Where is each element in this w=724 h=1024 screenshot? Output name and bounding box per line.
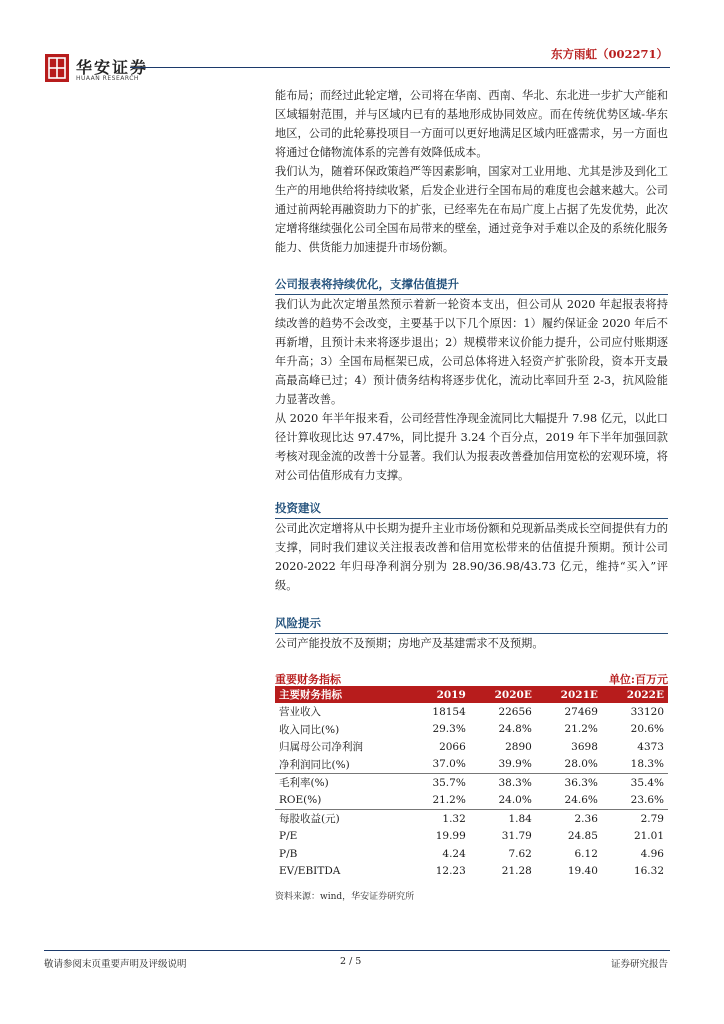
row-label: 收入同比(%) (279, 723, 340, 736)
row-value: 12.23 (435, 865, 466, 878)
table-row (275, 774, 668, 792)
row-value: 23.6% (630, 794, 664, 807)
row-value: 2066 (439, 740, 466, 753)
intro-text (275, 86, 668, 257)
row-value: 21.28 (501, 865, 532, 878)
financial-table (275, 686, 668, 880)
table-source-note: 资料来源：wind，华安证券研究所 (275, 892, 415, 902)
row-label: 归属母公司净利润 (279, 741, 363, 754)
intro-paragraph-2: 我们认为，随着环保政策趋严等因素影响，国家对工业用地、尤其是涉及到化工生产的用地供给将持续收紧，后发企业进行全国布局的难度也会越来越大。公司通过前两轮再融资助力下的扩张，已经率先在布局广度上占据了先发优势，此次定增将继续强化公司全国布局带来的壁垒，通过竞争对手难以企及的系统化服务能力、供货能力加速提升市场份额。 (275, 165, 668, 254)
footer-report-type: 证券研究报告 (610, 959, 668, 970)
row-value: 6.12 (574, 847, 598, 860)
table-row (275, 792, 668, 810)
section-title-risk: 风险提示 (275, 616, 321, 630)
row-value: 20.6% (630, 723, 664, 736)
row-value: 1.84 (470, 810, 536, 828)
intro-paragraph-1: 能布局；而经过此轮定增，公司将在华南、西南、华北、东北进一步扩大产能和区域辐射范围，并与区域内已有的基地形成协同效应。而在传统优势区域-华东地区，公司的此轮募投项目一方面可以更好地满足区域内旺盛需求，另一方面也将通过仓储物流体系的完善有效降低成本。 (275, 89, 668, 159)
row-value: 2890 (505, 740, 532, 753)
row-value: 27469 (564, 705, 598, 718)
row-value: 18.3% (630, 758, 664, 771)
table-row (275, 863, 668, 881)
table-header-row (275, 686, 668, 703)
row-value: 36.3% (536, 774, 602, 792)
row-value: 22656 (498, 705, 532, 718)
row-value: 24.6% (564, 794, 598, 807)
row-value: 39.9% (498, 758, 532, 771)
row-label: P/B (279, 847, 298, 860)
row-value: 4.96 (640, 847, 664, 860)
row-value: 35.4% (602, 774, 668, 792)
section3-paragraph-1: 公司产能投放不及预期；房地产及基建需求不及预期。 (275, 637, 544, 650)
row-label: EV/EBITDA (279, 865, 341, 878)
section3-text (275, 634, 668, 653)
row-value: 4.24 (442, 847, 466, 860)
section2-text (275, 519, 668, 595)
row-label: 净利润同比(%) (279, 758, 350, 771)
row-label: 每股收益(元) (275, 810, 409, 828)
row-value: 24.0% (498, 794, 532, 807)
row-value: 24.8% (498, 723, 532, 736)
row-value: 16.32 (633, 865, 664, 878)
table-row (275, 845, 668, 863)
row-value: 21.2% (432, 794, 466, 807)
table-title: 重要财务指标 (275, 673, 341, 686)
table-row (275, 810, 668, 828)
row-value: 18154 (432, 705, 466, 718)
row-label: P/E (279, 830, 298, 843)
table-header-cell: 主要财务指标 (275, 686, 409, 703)
row-value: 29.3% (432, 723, 466, 736)
row-label: 毛利率(%) (275, 774, 409, 792)
row-value: 21.01 (633, 830, 664, 843)
table-header-cell: 2020E (470, 686, 536, 703)
section1-paragraph-1: 我们认为此次定增虽然预示着新一轮资本支出，但公司从 2020 年起报表将持续改善的趋势不会改变，主要基于以下几个原因：1）履约保证金 2020 年后不再新增，且预计未来将逐步退出；2）规模带来议价能力提升，公司应付账期逐年升高；3）全国布局框架已成，公司总体将进入轻资产扩张阶段，资本开支最高最高峰已过；4）预计债务结构将逐步优化，流动比率回升至 2-3，抗风险能力显著改善。 (275, 298, 668, 406)
footer-disclaimer: 敬请参阅末页重要声明及评级说明 (44, 959, 187, 970)
row-value: 19.99 (435, 830, 466, 843)
row-value: 2.79 (602, 810, 668, 828)
table-row (275, 721, 668, 739)
row-value: 3698 (571, 740, 598, 753)
row-value: 37.0% (432, 758, 466, 771)
row-value: 1.32 (409, 810, 469, 828)
row-value: 19.40 (567, 865, 598, 878)
row-value: 4373 (637, 740, 664, 753)
row-value: 28.0% (564, 758, 598, 771)
footer-divider (44, 950, 670, 951)
row-value: 35.7% (409, 774, 469, 792)
row-value: 38.3% (470, 774, 536, 792)
table-row (275, 828, 668, 846)
row-value: 2.36 (536, 810, 602, 828)
section2-paragraph-1: 公司此次定增将从中长期为提升主业市场份额和兑现新品类成长空间提供有力的支撑，同时我们建议关注报表改善和信用宽松带来的估值提升预期。预计公司 2020-2022 年归母净利润分别为 28.90/36.98/43.73 亿元，维持“买入”评级。 (275, 522, 668, 592)
row-value: 7.62 (508, 847, 532, 860)
header-divider (130, 67, 670, 68)
logo-text: 华安证券 (76, 58, 149, 77)
page-number: 2 / 5 (340, 956, 362, 967)
table-header-cell: 2022E (602, 686, 668, 703)
table-row (275, 756, 668, 774)
section-title-investment: 投资建议 (275, 501, 321, 515)
company-ticker: 东方雨虹（002271） (550, 47, 668, 61)
row-value: 33120 (630, 705, 664, 718)
table-unit: 单位:百万元 (608, 673, 668, 686)
logo-emblem-icon (44, 53, 70, 83)
table-header-cell: 2021E (536, 686, 602, 703)
section1-paragraph-2: 从 2020 年半年报来看，公司经营性净现金流同比大幅提升 7.98 亿元，以此口径计算收现比达 97.47%，同比提升 3.24 个百分点，2019 年下半年加强回款考核对现金流的改善十分显著。我们认为报表改善叠加信用宽松的宏观环境，将对公司估值形成有力支撑。 (275, 412, 668, 482)
section-title-financials: 公司报表将持续优化，支撑估值提升 (275, 277, 459, 291)
row-value: 24.85 (567, 830, 598, 843)
section1-text (275, 295, 668, 485)
row-value: 21.2% (564, 723, 598, 736)
row-value: 31.79 (501, 830, 532, 843)
logo-subtitle: HUAAN RESEARCH (76, 75, 139, 82)
row-label: 营业收入 (279, 706, 321, 719)
table-header-cell: 2019 (409, 686, 469, 703)
table-row (275, 738, 668, 756)
table-row (275, 703, 668, 721)
row-label: ROE(%) (279, 794, 322, 807)
